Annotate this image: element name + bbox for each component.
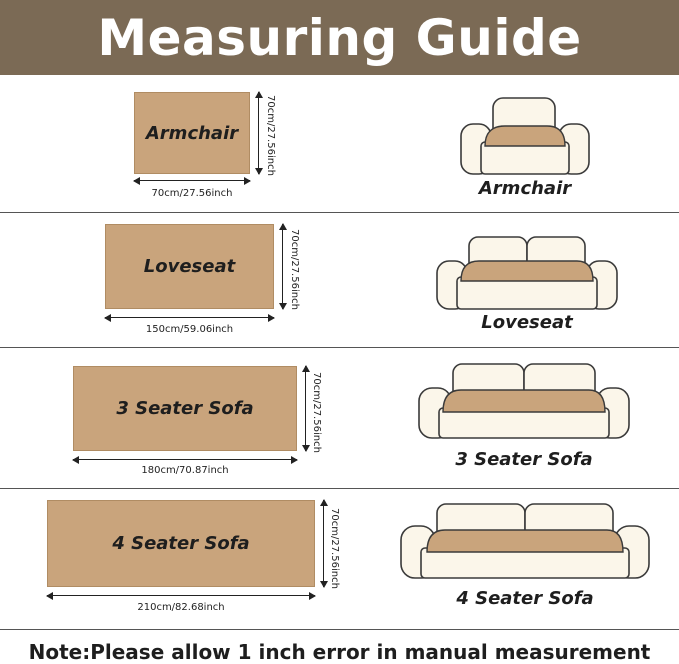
width-label: 70cm/27.56inch [151,188,233,199]
height-dimension [301,366,311,451]
product-label: 4 Seater Sofa [456,588,594,609]
width-dimension [105,313,274,323]
loveseat-illustration [433,233,621,313]
pad-label: Loveseat [143,256,236,277]
height-label: 70cm/27.56inch [265,95,276,176]
width-label: 210cm/82.68inch [137,602,225,613]
armchair-illustration [455,94,595,178]
product-label: Armchair [478,178,572,199]
row-divider [0,212,679,213]
width-dimension [134,176,250,186]
height-label: 70cm/27.56inch [311,372,322,453]
width-label: 180cm/70.87inch [141,465,229,476]
pad-3-seater-sofa [73,366,297,451]
header-banner [0,0,679,75]
pad-label: 3 Seater Sofa [116,398,254,419]
4-seater-sofa-illustration [397,500,653,582]
pad-loveseat [105,224,274,309]
product-label: Loveseat [481,312,573,333]
width-dimension [73,455,297,465]
height-dimension [254,92,264,174]
pad-label: 4 Seater Sofa [112,533,250,554]
height-dimension [319,500,329,587]
width-label: 150cm/59.06inch [145,324,234,335]
height-label: 70cm/27.56inch [329,508,340,589]
3-seater-sofa-illustration [415,360,633,442]
measurement-note: Note:Please allow 1 inch error in manual measurement [28,640,651,664]
pad-label: Armchair [145,122,239,144]
product-label: 3 Seater Sofa [455,449,593,470]
row-divider [0,347,679,348]
height-dimension [278,224,288,309]
page-title: Measuring Guide [97,8,582,67]
row-divider [0,488,679,489]
height-label: 70cm/27.56inch [289,229,300,310]
row-divider [0,629,679,630]
pad-armchair [134,92,250,174]
pad-4-seater-sofa [47,500,315,587]
width-dimension [47,591,315,601]
